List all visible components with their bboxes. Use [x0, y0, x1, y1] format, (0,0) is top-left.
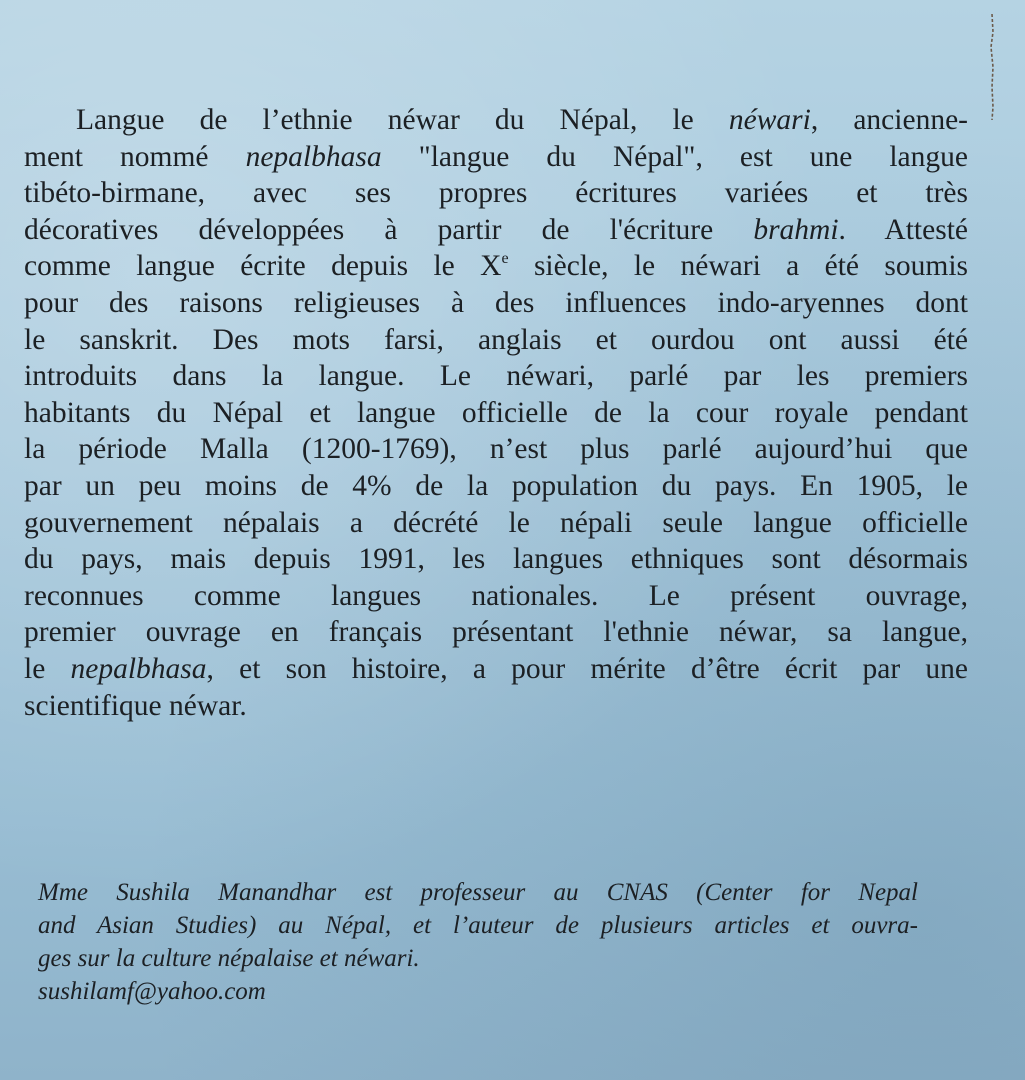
- description-line-17: scientifique néwar.: [24, 689, 247, 722]
- author-bio-line-2: and Asian Studies) au Népal, et l’auteur de plusieurs articles et ouvra-: [38, 912, 918, 939]
- author-bio-line-3: ges sur la culture népalaise et néwari.: [38, 945, 420, 972]
- description-line-9: habitants du Népal et langue officielle de la cour royale pendant: [24, 396, 968, 429]
- description-line-5: comme langue écrite depuis le Xe siècle, le néwari a été soumis: [24, 250, 968, 283]
- description-line-13: du pays, mais depuis 1991, les langues ethniques sont désormais: [24, 543, 968, 576]
- description-line-11: par un peu moins de 4% de la population du pays. En 1905, le: [24, 469, 968, 502]
- description-line-6: pour des raisons religieuses à des influences indo-aryennes dont: [24, 286, 968, 319]
- description-line-15: premier ouvrage en français présentant l'ethnie néwar, sa langue,: [24, 616, 968, 649]
- description-line-7: le sanskrit. Des mots farsi, anglais et ourdou ont aussi été: [24, 323, 968, 356]
- description-line-8: introduits dans la langue. Le néwari, parlé par les premiers: [24, 360, 968, 393]
- description-line-2: ment nommé nepalbhasa "langue du Népal", est une langue: [24, 140, 968, 173]
- description-line-4: décoratives développées à partir de l'écriture brahmi. Attesté: [24, 213, 968, 246]
- description-line-3: tibéto-birmane, avec ses propres écritures variées et très: [24, 177, 968, 210]
- description-line-1: Langue de l’ethnie néwar du Népal, le néwari, ancienne-: [76, 104, 968, 136]
- author-bio-line-1: Mme Sushila Manandhar est professeur au CNAS (Center for Nepal: [38, 879, 918, 906]
- edge-scratch-mark: [987, 12, 997, 122]
- description-paragraph: [24, 102, 968, 724]
- description-line-14: reconnues comme langues nationales. Le présent ouvrage,: [24, 579, 968, 612]
- description-line-12: gouvernement népalais a décrété le népali seule langue officielle: [24, 506, 968, 539]
- description-line-16: le nepalbhasa, et son histoire, a pour mérite d’être écrit par une: [24, 652, 968, 685]
- author-email: sushilamf@yahoo.com: [38, 978, 266, 1005]
- description-line-10: la période Malla (1200-1769), n’est plus parlé aujourd’hui que: [24, 433, 968, 466]
- author-bio: [38, 876, 918, 1008]
